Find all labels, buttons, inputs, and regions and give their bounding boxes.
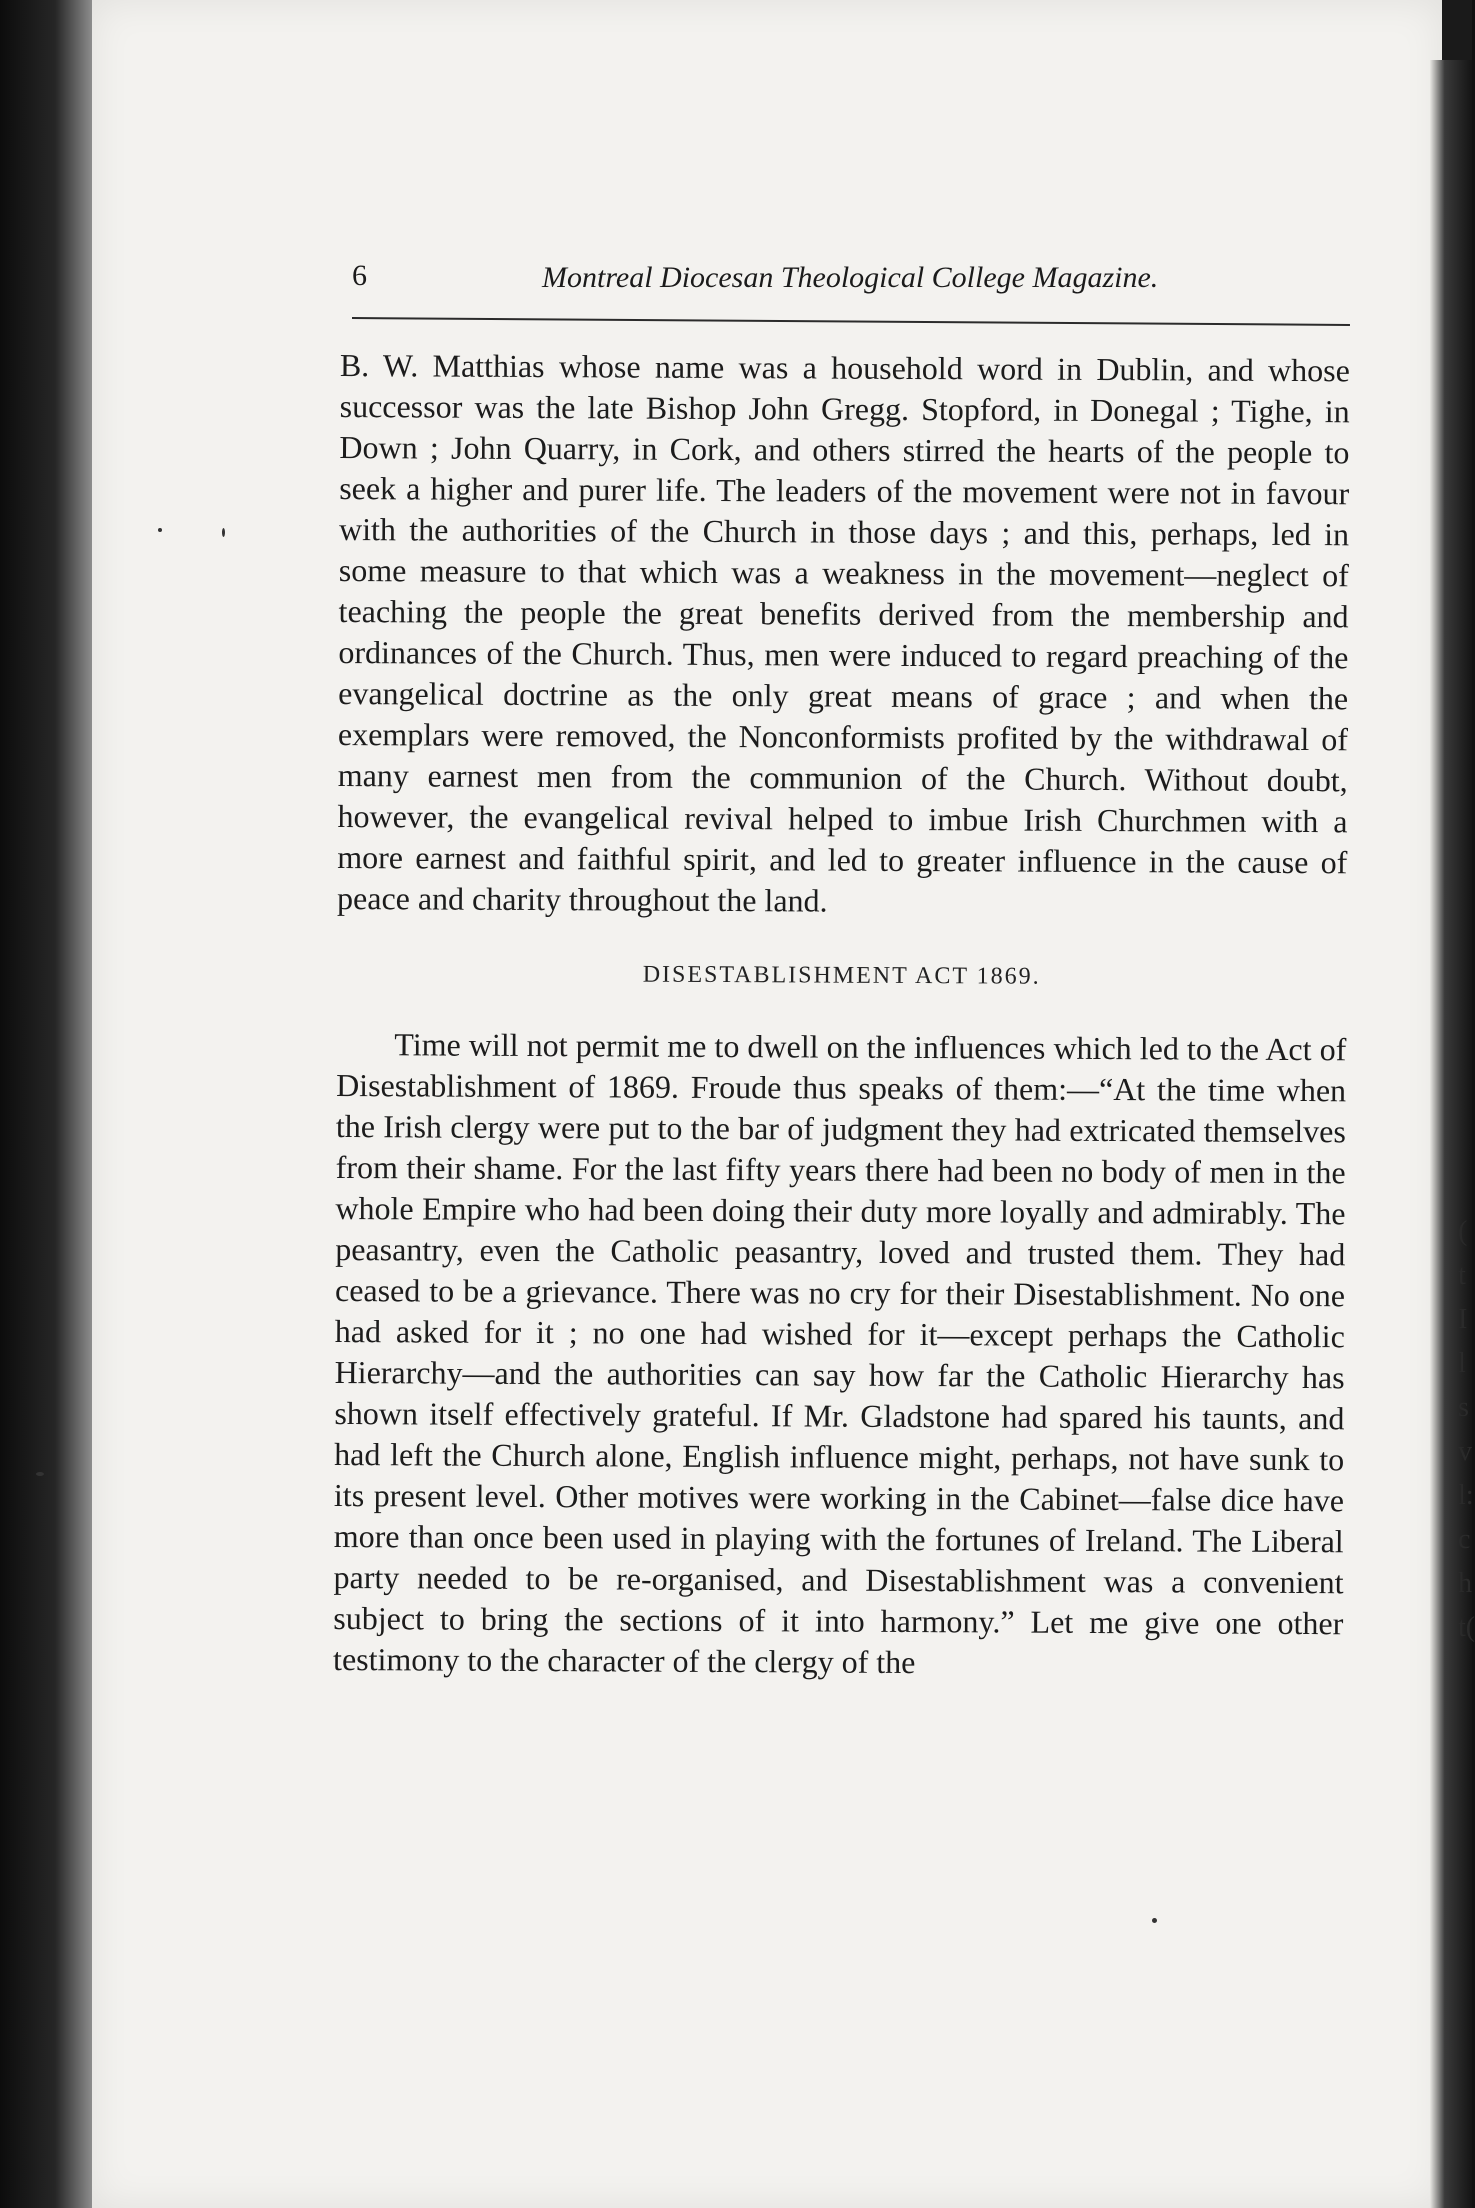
adjacent-fragment: v	[1458, 1436, 1472, 1467]
adjacent-fragment: c	[1458, 1524, 1471, 1555]
adjacent-fragment: s	[1458, 1392, 1469, 1423]
scan-speck	[158, 528, 162, 532]
binding-shadow-right	[1430, 60, 1472, 2208]
adjacent-fragment: I	[1458, 1304, 1468, 1335]
adjacent-fragment: h	[1458, 1568, 1472, 1599]
scan-speck	[1152, 1918, 1157, 1923]
adjacent-fragment: l:	[1458, 1480, 1474, 1511]
page-header	[352, 255, 1332, 305]
adjacent-fragment: l	[1458, 1348, 1466, 1379]
adjacent-page-fragments	[1458, 1210, 1475, 1650]
paragraph: B. W. Matthias whose name was a household word in Dublin, and whose successor was the late Bishop John Gregg. Stopford, in Donegal ; Tighe, in Down ; John Quarry, in Cork, and others stirred the hearts of the people to seek a higher and purer life. The leaders of the movement were not in favour with the authorities of the Church in those days ; and this, perhaps, led in some measure to that which was a weakness in the movement—neglect of teaching the people the great benefits derived from the membership and ordinances of the Church. Thus, men were induced to regard preaching of the evangelical doctrine as the only great means of grace ; and when the exemplars were removed, the Nonconformists profited by the withdrawal of many earnest men from the communion of the Church. Without doubt, however, the evangelical revival helped to imbue Irish Churchmen with a more earnest and faithful spirit, and led to greater influence in the cause of peace and charity throughout the land.	[337, 346, 1350, 919]
adjacent-fragment: t(	[1458, 1612, 1475, 1643]
section-heading: DISESTABLISHMENT ACT 1869.	[642, 961, 1041, 990]
adjacent-fragment: t	[1458, 1260, 1466, 1291]
binding-shadow-left	[0, 0, 92, 2208]
body-text	[333, 345, 1350, 1685]
paragraph: Time will not permit me to dwell on the influences which led to the Act of Disestablishment of 1869. Froude thus speaks of them:—“At the time when the Irish clergy were put to the bar of judgment they had extricated themselves from their shame. For the last fifty years there had been no body of men in the whole Empire who had been doing their duty more loyally and admirably. The peasantry, even the Catholic peasantry, loved and trusted them. They had ceased to be a grievance. There was no cry for their Disestablishment. No one had asked for it ; no one had wished for it—except perhaps the Catholic Hierarchy—and the authorities can say how far the Catholic Hierarchy has shown itself effectively grateful. If Mr. Gladstone had spared his taunts, and had left the Church alone, English influence might, perhaps, not have sunk to its present level. Other motives were working in the Cabinet—false dice have more than once been used in playing with the fortunes of Ireland. The Liberal party needed to be re-organised, and Disestablishment was a convenient subject to bring the sections of it into harmony.” Let me give one other testimony to the character of the clergy of the	[333, 1026, 1347, 1681]
scan-speck	[222, 528, 225, 537]
running-title: Montreal Diocesan Theological College Magazine.	[542, 261, 1159, 294]
scan-speck	[36, 1472, 44, 1476]
adjacent-fragment: (	[1458, 1216, 1468, 1247]
page-number: 6	[352, 259, 367, 292]
